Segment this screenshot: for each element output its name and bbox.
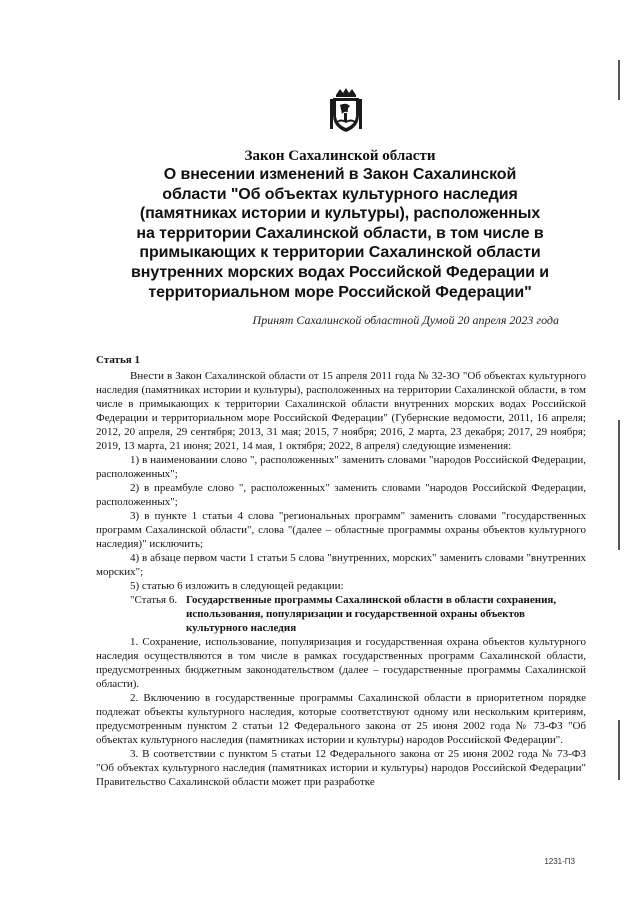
law-title-block xyxy=(100,147,580,302)
article-paragraph: Внести в Закон Сахалинской области от 15 апреля 2011 года № 32-ЗО "Об объектах культурного наследия (памятниках истории и культуры), расположенных на территории Сахалинской области, в том числе в примыкающих к территории Сахалинской области внутренних морских водах Российской Федерации и территориальном море Российской Федерации" (Губернские ведомости, 2011, 16 апреля; 2012, 20 апреля, 29 сентября; 2013, 31 мая; 2015, 7 ноября; 2016, 2 марта, 23 декабря; 2017, 29 ноября; 2019, 13 марта, 21 июня; 2021, 14 мая, 1 октября; 2022, 8 апреля) следующие изменения: xyxy=(96,370,586,452)
article-6-heading xyxy=(96,593,586,635)
article-6-paragraph: 3. В соответствии с пунктом 5 статьи 12 Федерального закона от 25 июня 2002 года № 73-ФЗ "Об объектах культурного наследия (памятниках истории и культуры) народов Российской Федерации" Правительство Сахалинской области может при разработке xyxy=(96,748,586,788)
article-paragraph: 5) статью 6 изложить в следующей редакции: xyxy=(130,580,344,592)
article-heading: Статья 1 xyxy=(96,354,140,366)
law-title-line: территориальном море Российской Федерации" xyxy=(148,283,532,301)
law-title-line: (памятниках истории и культуры), расположенных xyxy=(139,205,541,223)
article-body xyxy=(96,353,586,789)
scan-margin-mark xyxy=(618,420,620,550)
article-paragraph: 4) в абзаце первом части 1 статьи 5 слова "внутренних, морских" заменить словами "внутренних морских"; xyxy=(96,552,586,578)
law-title-line: на территории Сахалинской области, в том числе в xyxy=(136,224,544,242)
article-6-label: "Статья 6. xyxy=(130,594,178,606)
scan-margin-mark xyxy=(618,60,620,100)
law-title-line: внутренних морских водах Российской Федерации и xyxy=(131,263,549,281)
adoption-note: Принят Сахалинской областной Думой 20 апреля 2023 года xyxy=(252,313,559,327)
law-name: Закон Сахалинской области xyxy=(244,148,436,164)
article-paragraph: 3) в пункте 1 статьи 4 слова "региональных программ" заменить словами "государственных программ Сахалинской области", слова "(далее – областные программы охраны объектов культурного наследия)" исключить; xyxy=(96,510,586,550)
scan-margin-mark xyxy=(618,720,620,780)
law-title-line: области "Об объектах культурного наследия xyxy=(162,185,518,203)
article-6-title: Государственные программы Сахалинской области в области сохранения, использования, популяризации и государственной охраны объектов культурного наследия xyxy=(186,594,557,634)
document-code: 1231-П3 xyxy=(544,857,575,866)
article-paragraph: 1) в наименовании слово ", расположенных" заменить словами "народов Российской Федерации, расположенных"; xyxy=(96,454,586,480)
sakhalin-coat-of-arms-icon xyxy=(329,87,363,133)
law-title-line: О внесении изменений в Закон Сахалинской xyxy=(163,166,517,183)
article-paragraph: 2) в преамбуле слово ", расположенных" заменить словами "народов Российской Федерации, расположенных"; xyxy=(96,482,586,508)
article-6-paragraph: 1. Сохранение, использование, популяризация и государственная охрана объектов культурного наследия осуществляются в том числе в рамках государственных программ Сахалинской области, предусмотренных бюджетным законодательством (далее – государственные программы Сахалинской области). xyxy=(96,636,586,690)
article-6-paragraph: 2. Включению в государственные программы Сахалинской области в приоритетном порядке подлежат объекты культурного наследия, которые соответствуют одному или нескольким критериям, предусмотренным пунктом 2 статьи 12 Федерального закона от 25 июня 2002 года № 73-ФЗ "Об объектах культурного наследия (памятниках истории и культуры) народов Российской Федерации". xyxy=(96,692,586,746)
law-title-line: примыкающих к территории Сахалинской области xyxy=(139,244,541,262)
